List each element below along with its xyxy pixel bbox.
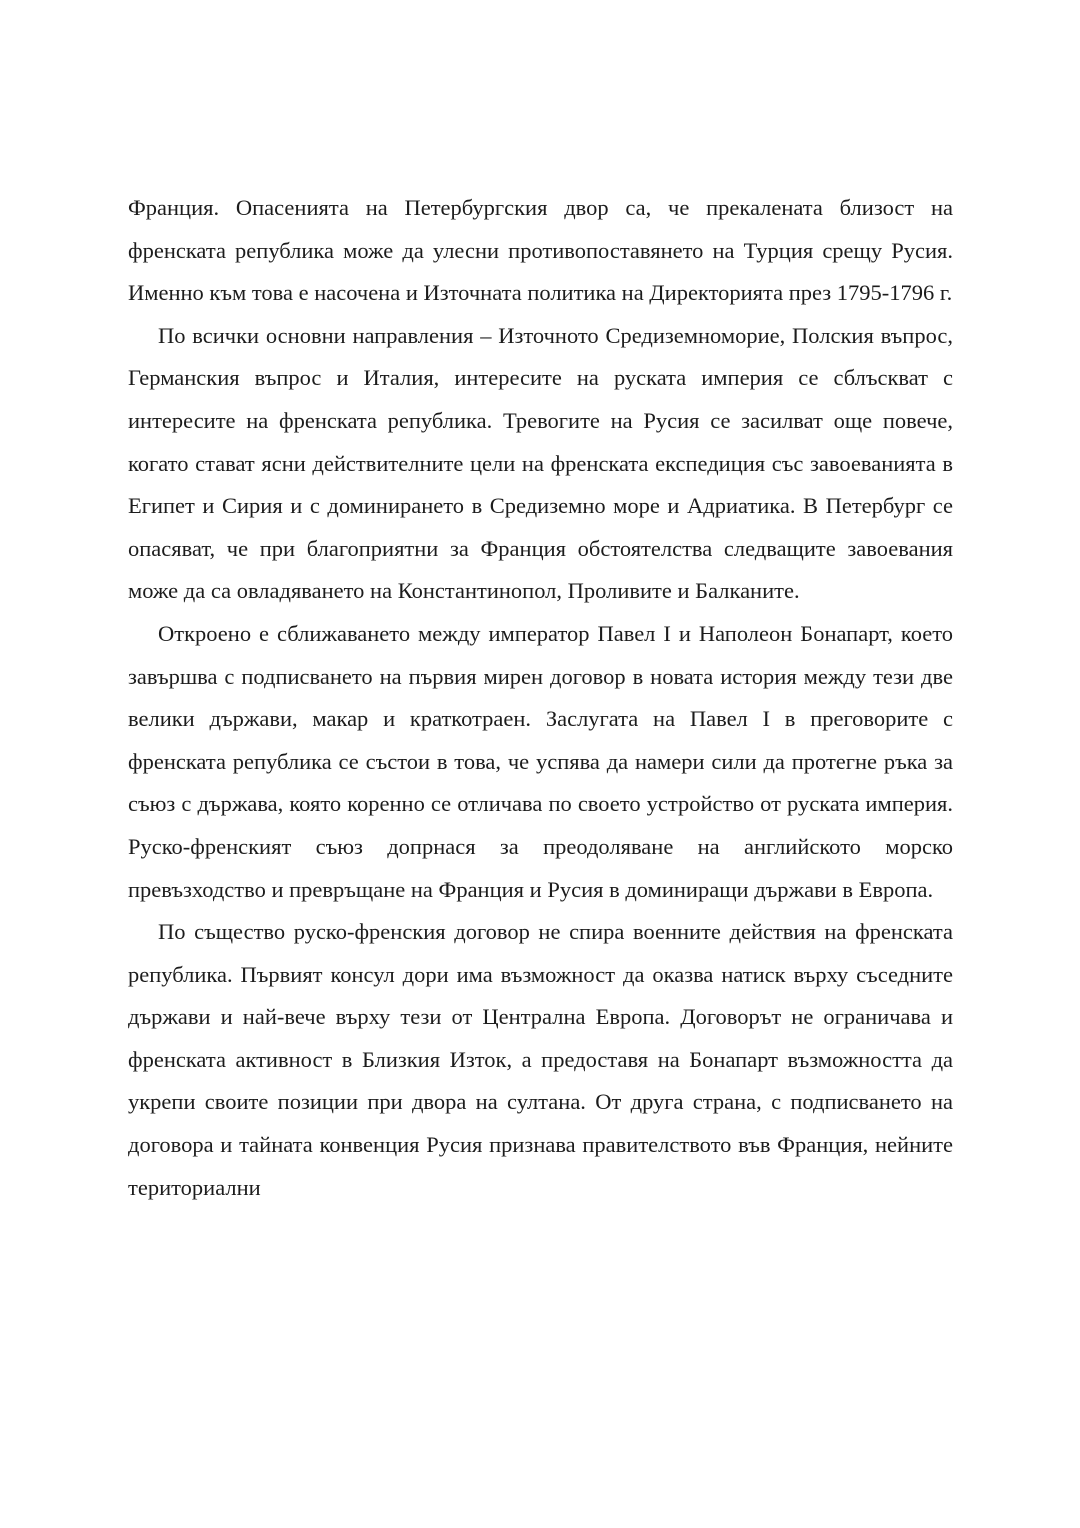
paragraph-3: Откроено е сближаването между император Павел I и Наполеон Бонапарт, което завършва с подписването на първия мирен договор в новата история между тези две велики държави, макар и краткотраен. Заслугата на Павел I в преговорите с френската република се състои в това, че успява да намери сили да протегне ръка за съюз с държава, която коренно се отличава по своето устройство от руската империя. Руско-френският съюз допрнася за преодоляване на английското морско превъзходство и превръщане на Франция и Русия в доминиращи държави в Европа. xyxy=(128,620,953,902)
paragraph-2: По всички основни направления – Източното Средиземноморие, Полския въпрос, Германския въпрос и Италия, интересите на руската империя се сблъскват с интересите на френската република. Тревогите на Русия се засилват още повече, когато стават ясни действителните цели на френската експедиция със завоеванията в Египет и Сирия и с доминирането в Средиземно море и Адриатика. В Петербург се опасяват, че при благоприятни за Франция обстоятелства следващите завоевания може да са овладяването на Константинопол, Проливите и Балканите. xyxy=(128,322,953,604)
paragraph-1: Франция. Опасенията на Петербургския двор са, че прекалената близост на френската република може да улесни противопоставянето на Турция срещу Русия. Именно към това е насочена и Източната политика на Директорията през 1795-1796 г. xyxy=(128,195,953,306)
paragraph-4: По същество руско-френския договор не спира военните действия на френската република. Първият консул дори има възможност да оказва натиск върху съседните държави и най-вече върху тези от Централна Европа. Договорът не ограничава и френската активност в Близкия Изток, а предоставя на Бонапарт възможността да укрепи своите позиции при двора на султана. От друга страна, с подписването на договора и тайната конвенция Русия признава правителството във Франция, нейните териториални xyxy=(128,919,953,1200)
document-body xyxy=(128,187,953,1209)
